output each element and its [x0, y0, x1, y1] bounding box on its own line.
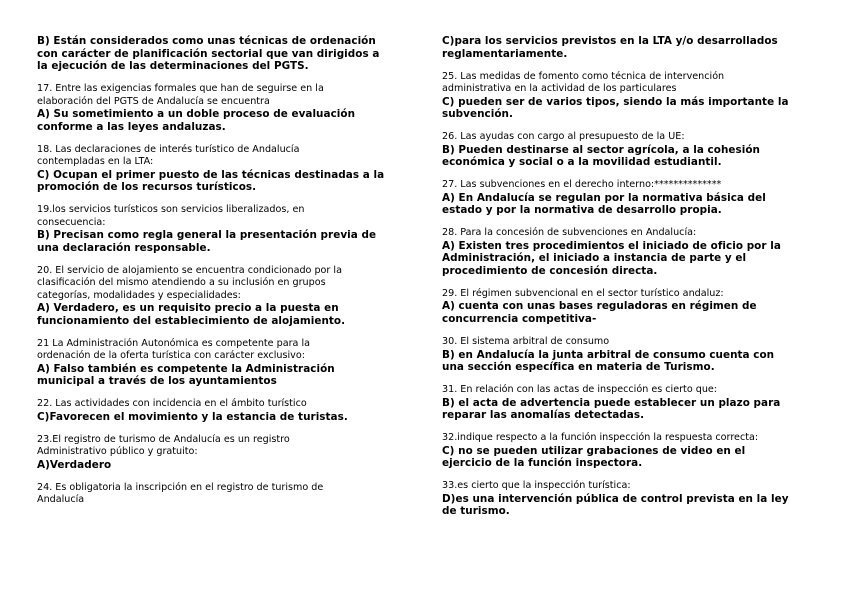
- question-item: [37, 398, 407, 423]
- question-text: 28. Para la concesión de subvenciones en Andalucía:: [442, 227, 697, 239]
- answer-text: D)es una intervención pública de control prevista en la ley de turismo.: [442, 492, 789, 518]
- question-text: 18. Las declaraciones de interés turístico de Andalucía contempladas en la LTA:: [37, 143, 300, 168]
- question-text: 22. Las actividades con incidencia en el ámbito turístico: [37, 398, 307, 410]
- answer-text: C) no se pueden utilizar grabaciones de video en el ejercicio de la función inspectora.: [442, 444, 746, 470]
- question-text: 23.El registro de turismo de Andalucía es un registro Administrativo público y gratuito:: [37, 433, 290, 458]
- answer-text: B) Están considerados como unas técnicas de ordenación con carácter de planificación sectorial que van dirigidos a la ejecución de las determinaciones del PGTS.: [37, 35, 380, 73]
- answer-text: A) Existen tres procedimientos el iniciado de oficio por la Administración, el iniciado a instancia de parte y el procedimiento de concesión directa.: [442, 239, 781, 277]
- answer-text: A) cuenta con unas bases reguladoras en régimen de concurrencia competitiva-: [442, 300, 757, 326]
- answer-text: A) Verdadero, es un requisito precio a la puesta en funcionamiento del establecimiento de alojamiento.: [37, 302, 346, 327]
- question-item: [442, 131, 814, 169]
- question-item: [37, 434, 407, 471]
- question-item: [442, 336, 814, 374]
- answer-text: C) Ocupan el primer puesto de las técnicas destinadas a la promoción de los recursos turísticos.: [37, 168, 385, 194]
- question-item: [37, 338, 407, 388]
- question-item: [442, 384, 814, 422]
- answer-text: C) pueden ser de varios tipos, siendo la más importante la subvención.: [442, 95, 789, 121]
- question-text: 17. Entre las exigencias formales que han de seguirse en la elaboración del PGTS de Andalucía se encuentra: [37, 83, 324, 107]
- question-text: 25. Las medidas de fomento como técnica de intervención administrativa en la actividad de los particulares: [442, 70, 725, 95]
- question-item: [442, 179, 814, 217]
- question-item: [37, 482, 407, 507]
- right-column: [442, 35, 814, 529]
- question-text: 26. Las ayudas con cargo al presupuesto de la UE:: [442, 131, 685, 143]
- answer-text: A) Su sometimiento a un doble proceso de evaluación conforme a las leyes andaluzas.: [37, 108, 356, 133]
- question-text: 21 La Administración Autonómica es competente para la ordenación de la oferta turística con carácter exclusivo:: [37, 337, 311, 362]
- answer-text: C)Favorecen el movimiento y la estancia de turistas.: [37, 410, 348, 423]
- question-text: 30. El sistema arbitral de consumo: [442, 336, 610, 348]
- question-item: [37, 83, 407, 133]
- question-text: 33.es cierto que la inspección turística:: [442, 480, 631, 492]
- question-item: [442, 35, 814, 60]
- question-item: [442, 480, 814, 518]
- question-item: [37, 265, 407, 327]
- question-text: 27. Las subvenciones en el derecho interno:**************: [442, 179, 722, 191]
- answer-text: C)para los servicios previstos en la LTA y/o desarrollados reglamentariamente.: [442, 35, 778, 60]
- answer-text: B) Pueden destinarse al sector agrícola, a la cohesión económica y social o a la movilidad estudiantil.: [442, 143, 760, 169]
- question-item: [442, 288, 814, 326]
- question-item: [37, 35, 407, 73]
- question-text: 32.indique respecto a la función inspección la respuesta correcta:: [442, 432, 759, 444]
- answer-text: A) Falso también es competente la Administración municipal a través de los ayuntamientos: [37, 362, 335, 388]
- answer-text: B) el acta de advertencia puede establecer un plazo para reparar las anomalías detectadas.: [442, 396, 781, 422]
- answer-text: A) En Andalucía se regulan por la normativa básica del estado y por la normativa de desarrollo propia.: [442, 191, 766, 217]
- question-text: 29. El régimen subvencional en el sector turístico andaluz:: [442, 288, 724, 300]
- answer-text: B) Precisan como regla general la presentación previa de una declaración responsable.: [37, 229, 377, 254]
- question-item: [442, 71, 814, 121]
- question-text: 20. El servicio de alojamiento se encuentra condicionado por la clasificación del mismo atendiendo a su inclusión en grupos categorías, modalidades y especialidades:: [37, 264, 342, 301]
- answer-text: B) en Andalucía la junta arbitral de consumo cuenta con una sección específica en materia de Turismo.: [442, 348, 775, 374]
- question-item: [442, 432, 814, 470]
- question-text: 19.los servicios turísticos son servicios liberalizados, en consecuencia:: [37, 204, 305, 228]
- question-item: [37, 204, 407, 254]
- question-item: [37, 144, 407, 194]
- answer-text: A)Verdadero: [37, 458, 112, 471]
- question-item: [442, 227, 814, 277]
- left-column: [37, 35, 407, 517]
- question-text: 31. En relación con las actas de inspección es cierto que:: [442, 384, 718, 396]
- question-text: 24. Es obligatoria la inscripción en el registro de turismo de Andalucía: [37, 481, 324, 505]
